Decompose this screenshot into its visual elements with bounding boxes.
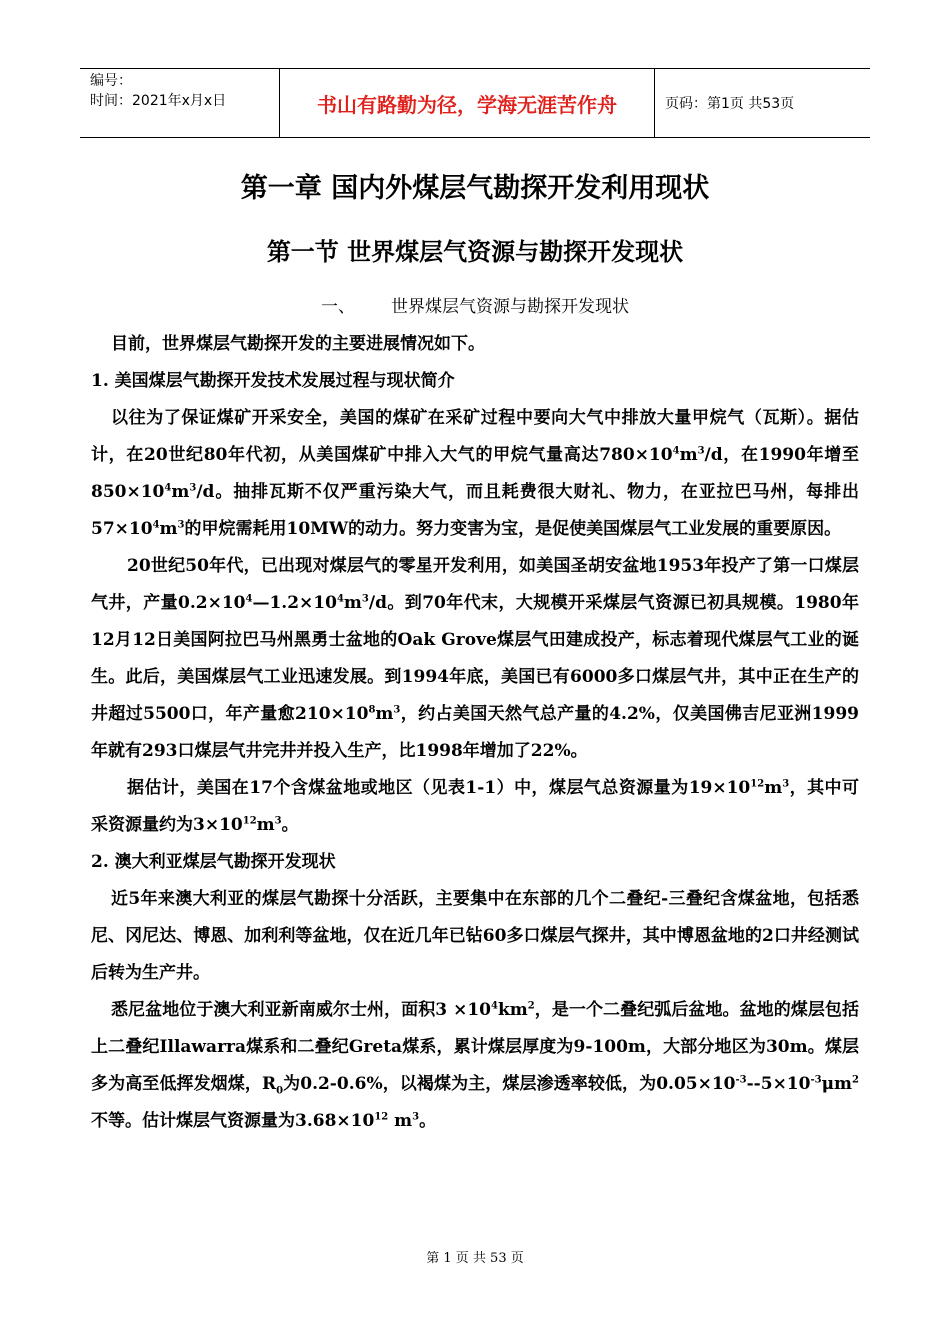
header-motto: 书山有路勤为径，学海无涯苦作舟 [280, 69, 655, 137]
section-title: 第一节 世界煤层气资源与勘探开发现状 [266, 238, 684, 266]
time-label: 时间：2021年x月x日 [90, 93, 227, 109]
body-content [91, 326, 859, 1140]
heading-usa: 1. 美国煤层气勘探开发技术发展过程与现状简介 [91, 371, 455, 391]
intro-paragraph: 目前，世界煤层气勘探开发的主要进展情况如下。 [111, 334, 485, 354]
paragraph-australia-overview: 近5年来澳大利亚的煤层气勘探十分活跃，主要集中在东部的几个二叠纪-三叠纪含煤盆地，包括悉尼、冈尼达、博恩、加利利等盆地，仅在近几年已钻60多口煤层气探井，其中博恩盆地的2口井经测试后转为生产井。 [91, 889, 859, 983]
heading-australia: 2. 澳大利亚煤层气勘探开发现状 [91, 852, 336, 872]
page-footer: 第 1 页 共 53 页 [426, 1251, 524, 1266]
subsection-number: 一、 [321, 297, 355, 317]
paragraph-sydney-basin: 悉尼盆地位于澳大利亚新南威尔士州，面积$3 \times 10^4km^2$，是一个二叠纪弧后盆地。盆地的煤层包括上二叠纪Illawarra煤系和二叠纪Greta煤系，累计煤层厚度为9-100m，大部分地区为30m。煤层多为高至低挥发烟煤，$R_0$为0.2-0.6%，以褐煤为主，煤层渗透率较低，为$0.05\times 10^{-3}--5\times 10^{-3}\mu m^2$不等。估计煤层气资源量为$3.68\times 10^{12}$ $m^3$。 [91, 1000, 859, 1131]
chapter-title: 第一章 国内外煤层气勘探开发利用现状 [240, 173, 710, 204]
paragraph-usa-emission: 以往为了保证煤矿开采安全，美国的煤矿在采矿过程中要向大气中排放大量甲烷气（瓦斯）。据估计，在20世纪80年代初，从美国煤矿中排入大气的甲烷气量高达$780\times 10^4m^3/d$，在1990年增至$850\times 10^4m^3/d$。抽排瓦斯不仅严重污染大气，而且耗费很大财礼、物力，在亚拉巴马州，每排出$57\times 10^4m^3$的甲烷需耗用10MW的动力。努力变害为宝，是促使美国煤层气工业发展的重要原因。 [91, 408, 859, 539]
subsection-title: 世界煤层气资源与勘探开发现状 [391, 297, 629, 317]
number-label: 编号： [90, 73, 132, 89]
subsection-heading [0, 292, 950, 317]
paragraph-usa-history: 20世纪50年代，已出现对煤层气的零星开发利用，如美国圣胡安盆地1953年投产了第一口煤层气井，产量$0.2\times 10^4—1.2\times 10^4m^3/d$。到70年代末，大规模开采煤层气资源已初具规模。1980年12月12日美国阿拉巴马州黑勇士盆地的Oak Grove煤层气田建成投产，标志着现代煤层气工业的诞生。此后，美国煤层气工业迅速发展。到1994年底，美国已有6000多口煤层气井，其中正在生产的井超过5500口，年产量愈$210\times 10^8m^3$，约占美国天然气总产量的4.2%，仅美国佛吉尼亚洲1999年就有293口煤层气井完井并投入生产，比1998年增加了22%。 [91, 556, 859, 761]
header-page-info: 页码：第1页 共53页 [665, 96, 795, 112]
page-header [80, 68, 870, 138]
header-meta [80, 69, 280, 137]
paragraph-usa-resources: 据估计，美国在17个含煤盆地或地区（见表1-1）中，煤层气总资源量为$19\times 10^{12}m^3$，其中可采资源量约为$3\times 10^{12}m^3$。 [91, 778, 860, 835]
